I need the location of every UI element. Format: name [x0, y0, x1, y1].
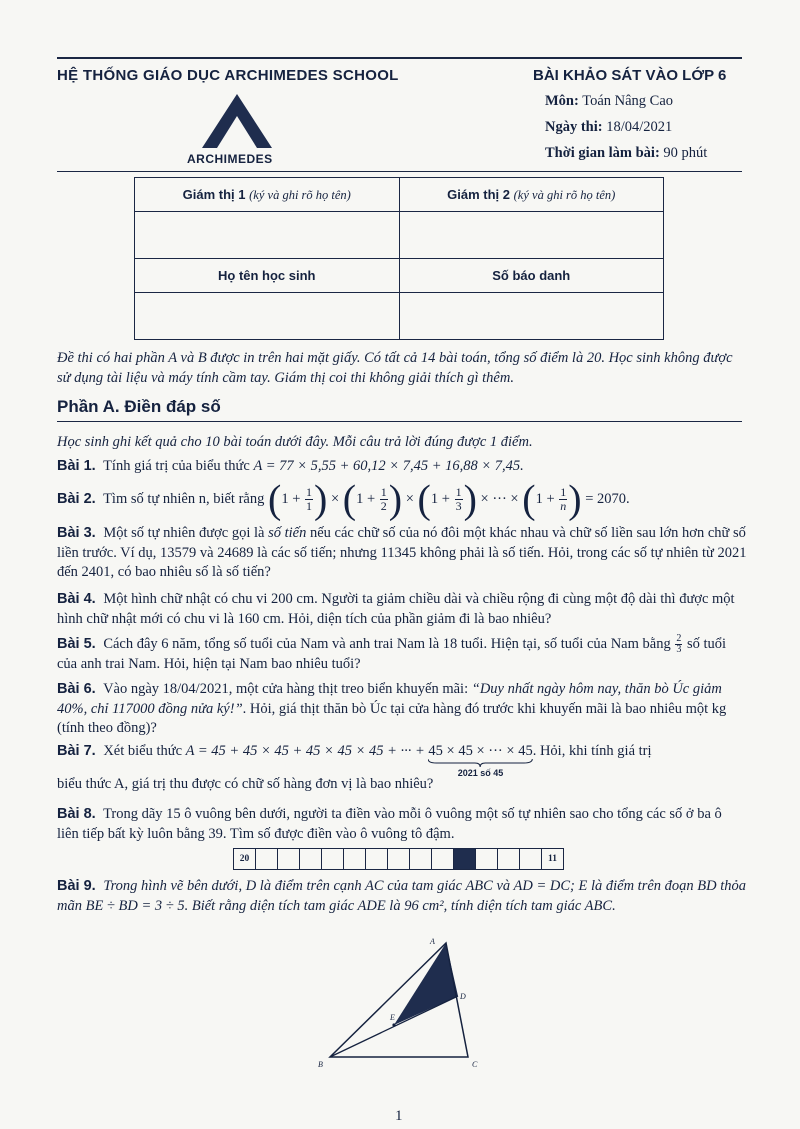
label-d: D — [460, 992, 466, 1001]
page-number: 1 — [395, 1108, 403, 1124]
grid-cell — [409, 848, 432, 870]
grid-cell — [277, 848, 300, 870]
examiner2-signature-box[interactable] — [399, 212, 664, 259]
signature-table — [134, 177, 664, 340]
problem-7-continuation: biểu thức A, giá trị thu được có chữ số hàng đơn vị là bao nhiêu? — [57, 776, 434, 792]
problem-5: Bài 5. Cách đây 6 năm, tổng số tuổi của Nam và anh trai Nam là 18 tuổi. Hiện tại, số tuổi của Nam bằng $\frac{2}{3}$ số tuổi của anh trai Nam. Hỏi, hiện tại Nam bao nhiêu tuổi? — [57, 633, 727, 672]
exam-title: BÀI KHẢO SÁT VÀO LỚP 6 — [533, 67, 727, 84]
label-a: A — [430, 937, 435, 946]
time-line: Thời gian làm bài: 90 phút — [545, 145, 708, 161]
grid-cell — [255, 848, 278, 870]
problem-4: Bài 4. Một hình chữ nhật có chu vi 200 cm. Người ta giảm chiều dài và chiều rộng đi cùng một độ dài thì được một hình chữ nhật mới có chu vi là 160 cm. Hỏi, diện tích của phần giảm đi là bao nhiêu? — [57, 591, 735, 627]
header-rule — [57, 171, 742, 172]
top-rule — [57, 57, 742, 59]
problem-1: Bài 1. Tính giá trị của biểu thức A = 77 × 5,55 + 60,12 × 7,45 + 16,88 × 7,45. — [57, 458, 524, 474]
problem-6: Bài 6. Vào ngày 18/04/2021, một cửa hàng thịt treo biển khuyến mãi: “Duy nhất ngày hôm nay, thăn bò Úc giảm 40%, chỉ 117000 đồng nửa ký!”. Hỏi, giá thịt thăn bò Úc tại cửa hàng đó trước khi khuyến mãi là bao nhiêu một kg (tính theo đồng)? — [57, 681, 727, 736]
label-c: C — [472, 1060, 478, 1069]
examiner2-header: Giám thị 2 (ký và ghi rõ họ tên) — [399, 178, 664, 212]
problem-9: Bài 9. Trong hình vẽ bên dưới, D là điểm trên cạnh AC của tam giác ABC và AD = DC; E là điểm trên đoạn BD thỏa mãn BE ÷ BD = 3 ÷ 5. Biết rằng diện tích tam giác ADE là 96 cm², tính diện tích tam giác ABC. — [57, 878, 747, 914]
grid-cell — [475, 848, 498, 870]
section-a-title: Phần A. Điền đáp số — [57, 397, 221, 416]
examiner1-signature-box[interactable] — [135, 212, 400, 259]
section-a-rule — [57, 421, 742, 422]
grid-cell-shaded — [453, 848, 476, 870]
student-name-box[interactable] — [135, 293, 400, 340]
examiner1-header: Giám thị 1 (ký và ghi rõ họ tên) — [135, 178, 400, 212]
grid-cell-last: 11 — [541, 848, 564, 870]
date-line: Ngày thi: 18/04/2021 — [545, 119, 673, 135]
grid-cell — [299, 848, 322, 870]
grid-cell-first: 20 — [233, 848, 256, 870]
grid-cell — [431, 848, 454, 870]
number-grid — [233, 848, 563, 870]
grid-cell — [387, 848, 410, 870]
triangle-figure — [310, 935, 510, 1075]
grid-cell — [343, 848, 366, 870]
grid-cell — [497, 848, 520, 870]
candidate-number-box[interactable] — [399, 293, 664, 340]
archimedes-logo — [202, 94, 272, 148]
grid-cell — [365, 848, 388, 870]
section-a-instruction: Học sinh ghi kết quả cho 10 bài toán dưới đây. Mỗi câu trả lời đúng được 1 điểm. — [57, 434, 533, 450]
underbrace-term: 45 × 45 × ··· × 45 2021 số 45 — [428, 743, 533, 778]
exam-intro: Đề thi có hai phần A và B được in trên hai mặt giấy. Có tất cả 14 bài toán, tổng số điểm là 20. Học sinh không được sử dụng tài liệu và máy tính cầm tay. Giám thị coi thi không giải thích gì thêm. — [57, 350, 733, 386]
candidate-number-header: Số báo danh — [399, 259, 664, 293]
problem-3: Bài 3. Một số tự nhiên được gọi là số tiến nếu các chữ số của nó đôi một khác nhau và chữ số liền sau lớn hơn chữ số liền trước. Ví dụ, 13579 và 24689 là các số tiến; nhưng 11345 không phải là số tiến. Hỏi, trong các số tự nhiên từ 2021 đến 2401, có bao nhiêu số là số tiến? — [57, 525, 747, 580]
grid-cell — [321, 848, 344, 870]
label-e: E — [390, 1013, 395, 1022]
logo-text: ARCHIMEDES — [187, 152, 273, 166]
problem-7: Bài 7. Xét biểu thức A = 45 + 45 × 45 + 45 × 45 × 45 + ··· + 45 × 45 × ··· × 45 2021 số 45 . Hỏi, khi tính giá trị — [57, 743, 652, 778]
label-b: B — [318, 1060, 323, 1069]
school-name: HỆ THỐNG GIÁO DỤC ARCHIMEDES SCHOOL — [57, 67, 399, 84]
problem-2: Bài 2. Tìm số tự nhiên n, biết rằng (1 + $\frac{1}{1}$ ) × (1 + $\frac{1}{2}$ ) × (1 + $\frac{1}{3}$ ) × ··· × (1 + $\frac{1}{n}$ ) = 2070. — [57, 476, 630, 522]
subject-line: Môn: Toán Nâng Cao — [545, 93, 674, 109]
student-name-header: Họ tên học sinh — [135, 259, 400, 293]
grid-cell — [519, 848, 542, 870]
problem-8: Bài 8. Trong dãy 15 ô vuông bên dưới, người ta điền vào mỗi ô vuông một số tự nhiên sao cho tổng các số ở ba ô liên tiếp bất kỳ luôn bằng 39. Tìm số được điền vào ô vuông tô đậm. — [57, 806, 722, 842]
